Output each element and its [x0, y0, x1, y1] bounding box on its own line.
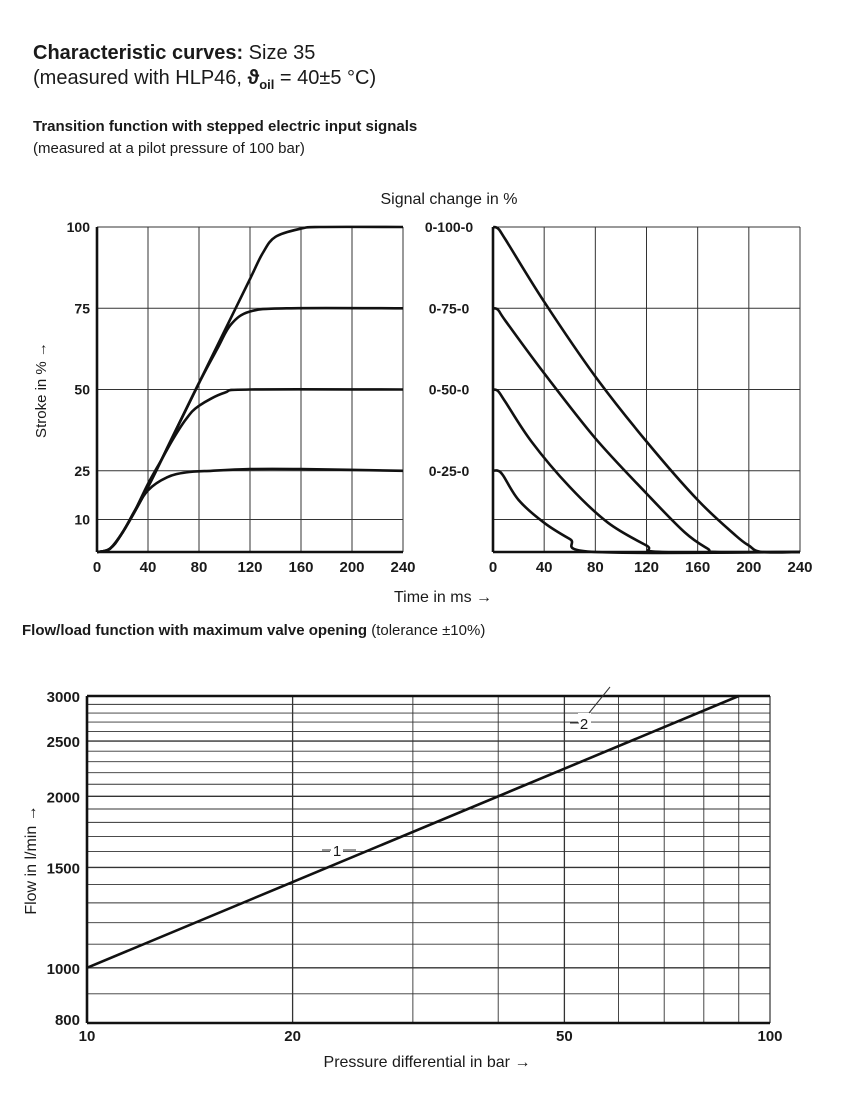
- x-tick-label: 240: [787, 559, 813, 576]
- x-tick-label: 40: [535, 559, 553, 576]
- x-tick-label: 10: [78, 1028, 96, 1045]
- x-tick-label: 20: [284, 1028, 301, 1045]
- subtitle-open: (measured with HLP46,: [33, 67, 242, 89]
- x-tick-label: 200: [339, 559, 365, 576]
- series-label: 0-75-0: [428, 300, 470, 317]
- theta-symbol: ϑ: [247, 67, 260, 89]
- x-tick-label: 100: [757, 1028, 783, 1045]
- x-tick-label: 40: [139, 559, 157, 576]
- y-tick-label: 100: [66, 219, 90, 235]
- y-axis-label: Stroke in % →: [33, 342, 50, 438]
- x-tick-label: 200: [736, 559, 762, 576]
- annotation-label: 2: [579, 716, 589, 733]
- y-axis-label: Flow in l/min →: [23, 805, 40, 915]
- y-tick-label: 50: [74, 381, 90, 398]
- annotation-label: 1: [332, 843, 342, 860]
- section2-note: (tolerance ±10%): [371, 622, 486, 639]
- x-tick-label: 80: [586, 559, 604, 576]
- y-tick-label: 75: [74, 300, 90, 317]
- section2-heading: Flow/load function with maximum valve opening: [22, 622, 368, 639]
- x-tick-label: 240: [390, 559, 416, 576]
- subscript-oil: oil: [259, 77, 275, 92]
- annotation-leader: [589, 687, 610, 713]
- x-tick-label: 50: [556, 1028, 573, 1045]
- subtitle-close: = 40±5 °C): [279, 67, 377, 89]
- y-tick-label: 1000: [46, 960, 80, 978]
- x-tick-label: 120: [633, 559, 660, 576]
- x-tick-label: 120: [237, 559, 263, 576]
- y-tick-label: 25: [74, 462, 90, 479]
- y-tick-label: 2000: [46, 789, 80, 807]
- y-tick-label: 10: [74, 511, 90, 528]
- y-tick-label: 3000: [46, 689, 80, 706]
- section1-heading: Transition function with stepped electric input signals: [33, 118, 418, 135]
- x-tick-label: 80: [190, 559, 208, 576]
- x-tick-label: 160: [288, 559, 314, 576]
- series-label: 0-100-0: [424, 219, 474, 235]
- signal-change-title: Signal change in %: [380, 191, 518, 208]
- y-tick-label: 1500: [46, 860, 80, 878]
- title-size: Size 35: [248, 42, 316, 64]
- section1-subheading: (measured at a pilot pressure of 100 bar): [33, 140, 305, 157]
- y-tick-label: 800: [54, 1012, 80, 1029]
- x-tick-label: 160: [685, 559, 711, 576]
- x-tick-label: 0: [488, 559, 498, 576]
- y-tick-label: 2500: [46, 734, 80, 752]
- x-axis-label: Time in ms →: [393, 589, 493, 606]
- x-tick-label: 0: [92, 559, 102, 576]
- series-label: 0-25-0: [428, 462, 470, 479]
- title-bold: Characteristic curves:: [33, 42, 244, 64]
- series-label: 0-50-0: [428, 381, 470, 398]
- x-axis-label: Pressure differential in bar →: [323, 1054, 531, 1071]
